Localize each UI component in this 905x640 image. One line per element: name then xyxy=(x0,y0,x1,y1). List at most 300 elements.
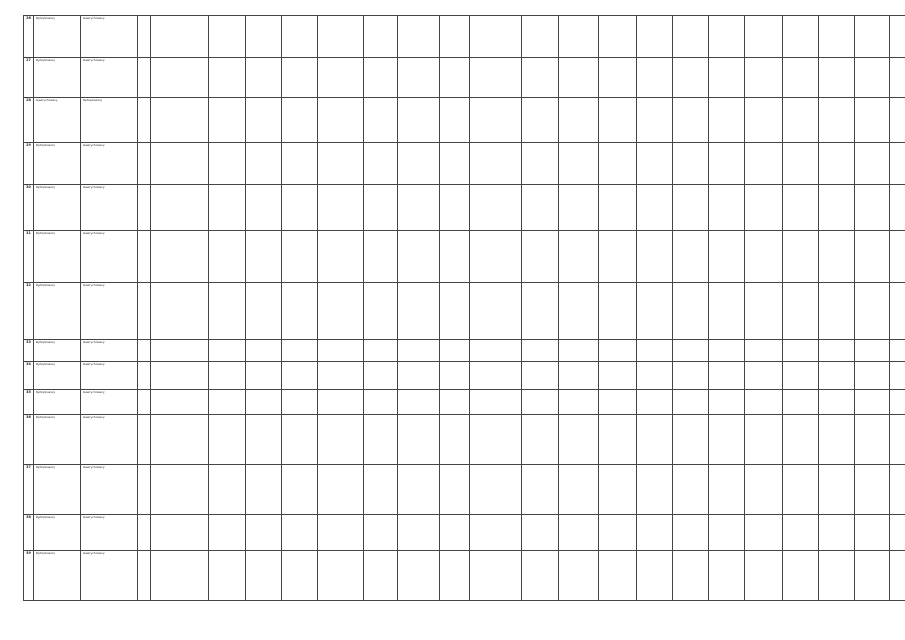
table-cell xyxy=(819,515,855,551)
table-cell xyxy=(138,58,151,98)
table-cell xyxy=(398,551,440,601)
table-cell xyxy=(890,551,905,601)
table-cell xyxy=(522,362,559,390)
table-cell xyxy=(282,465,318,515)
table-cell xyxy=(138,185,151,231)
table-cell xyxy=(522,415,559,465)
table-cell xyxy=(318,98,364,143)
table-cell xyxy=(246,231,282,283)
table-cell xyxy=(282,98,318,143)
table-cell xyxy=(209,340,246,362)
table-cell xyxy=(783,362,819,390)
table-cell xyxy=(470,231,522,283)
table-cell xyxy=(855,98,890,143)
row-number: 37 xyxy=(24,465,34,515)
table-cell xyxy=(637,98,673,143)
table-cell xyxy=(398,465,440,515)
table-cell xyxy=(783,58,819,98)
table-cell xyxy=(318,362,364,390)
table-cell xyxy=(819,390,855,415)
table-cell xyxy=(855,340,890,362)
row-number: 31 xyxy=(24,231,34,283)
table-cell xyxy=(318,143,364,185)
table-cell xyxy=(282,515,318,551)
table-cell xyxy=(709,283,745,340)
row-number: 35 xyxy=(24,390,34,415)
cell-name-b: Gawrychowscy xyxy=(81,515,138,551)
cell-name-a: Rydzykowscy xyxy=(34,340,81,362)
table-cell xyxy=(209,551,246,601)
table-cell xyxy=(398,283,440,340)
table-cell xyxy=(709,415,745,465)
table-cell xyxy=(151,362,209,390)
table-cell xyxy=(559,551,599,601)
table-cell xyxy=(745,98,783,143)
table-cell xyxy=(559,390,599,415)
table-cell xyxy=(890,465,905,515)
table-cell xyxy=(559,340,599,362)
table-cell xyxy=(745,465,783,515)
cell-name-b: Gawrychowscy xyxy=(81,16,138,58)
table-cell xyxy=(890,16,905,58)
table-cell xyxy=(673,143,709,185)
table-cell xyxy=(138,390,151,415)
table-cell xyxy=(138,98,151,143)
table-cell xyxy=(890,340,905,362)
table-cell xyxy=(890,185,905,231)
table-cell xyxy=(819,185,855,231)
cell-name-a: Rydzykowscy xyxy=(34,58,81,98)
table-cell xyxy=(673,283,709,340)
table-cell xyxy=(745,185,783,231)
table-cell xyxy=(855,551,890,601)
table-cell xyxy=(440,16,470,58)
table-cell xyxy=(470,515,522,551)
table-cell xyxy=(246,16,282,58)
table-cell xyxy=(318,551,364,601)
table-cell xyxy=(470,185,522,231)
table-cell xyxy=(673,98,709,143)
table-cell xyxy=(637,340,673,362)
table-cell xyxy=(855,283,890,340)
table-cell xyxy=(440,98,470,143)
spreadsheet xyxy=(23,15,894,601)
table-cell xyxy=(209,16,246,58)
cell-name-a: Rydzykowscy xyxy=(34,515,81,551)
table-cell xyxy=(318,58,364,98)
table-cell xyxy=(819,58,855,98)
table-cell xyxy=(246,515,282,551)
table-cell xyxy=(819,283,855,340)
table-cell xyxy=(138,231,151,283)
table-cell xyxy=(745,415,783,465)
table-cell xyxy=(709,362,745,390)
table-cell xyxy=(599,98,637,143)
table-cell xyxy=(709,390,745,415)
table-cell xyxy=(637,283,673,340)
cell-name-b: Gawrychowscy xyxy=(81,283,138,340)
table-cell xyxy=(783,515,819,551)
table-cell xyxy=(637,515,673,551)
table-cell xyxy=(819,340,855,362)
table-cell xyxy=(745,143,783,185)
cell-name-b: Gawrychowscy xyxy=(81,231,138,283)
row-number: 33 xyxy=(24,340,34,362)
row-number: 30 xyxy=(24,185,34,231)
table-cell xyxy=(637,362,673,390)
table-cell xyxy=(745,551,783,601)
table-cell xyxy=(599,340,637,362)
table-cell xyxy=(783,16,819,58)
table-cell xyxy=(559,98,599,143)
table-cell xyxy=(599,465,637,515)
table-cell xyxy=(819,551,855,601)
table-cell xyxy=(440,283,470,340)
table-cell xyxy=(890,58,905,98)
table-cell xyxy=(209,415,246,465)
cell-name-a: Rydzykowscy xyxy=(34,362,81,390)
table-cell xyxy=(559,58,599,98)
table-cell xyxy=(151,283,209,340)
table-row xyxy=(24,143,905,185)
table-cell xyxy=(470,415,522,465)
table-cell xyxy=(855,415,890,465)
table-cell xyxy=(637,58,673,98)
table-cell xyxy=(318,231,364,283)
table-cell xyxy=(709,515,745,551)
table-cell xyxy=(364,390,398,415)
cell-name-a: Rydzykowscy xyxy=(34,231,81,283)
table-cell xyxy=(559,415,599,465)
table-cell xyxy=(599,390,637,415)
table-cell xyxy=(599,362,637,390)
table-cell xyxy=(138,16,151,58)
table-cell xyxy=(151,340,209,362)
table-cell xyxy=(151,515,209,551)
table-cell xyxy=(709,185,745,231)
table-cell xyxy=(151,143,209,185)
table-cell xyxy=(522,515,559,551)
table-cell xyxy=(855,362,890,390)
table-cell xyxy=(151,551,209,601)
cell-name-b: Gawrychowscy xyxy=(81,362,138,390)
table-cell xyxy=(855,185,890,231)
table-cell xyxy=(745,16,783,58)
table-cell xyxy=(246,362,282,390)
table-cell xyxy=(599,185,637,231)
table-cell xyxy=(559,16,599,58)
cell-name-a: Rydzykowscy xyxy=(34,185,81,231)
table-cell xyxy=(673,340,709,362)
table-cell xyxy=(282,143,318,185)
table-cell xyxy=(819,16,855,58)
table-cell xyxy=(673,390,709,415)
table-cell xyxy=(440,362,470,390)
table-cell xyxy=(745,340,783,362)
table-cell xyxy=(138,551,151,601)
table-cell xyxy=(209,143,246,185)
table-cell xyxy=(783,465,819,515)
row-number: 26 xyxy=(24,16,34,58)
table-cell xyxy=(783,551,819,601)
table-cell xyxy=(209,515,246,551)
table-cell xyxy=(282,283,318,340)
table-cell xyxy=(138,465,151,515)
table-row xyxy=(24,551,905,601)
table-cell xyxy=(783,340,819,362)
table-cell xyxy=(138,515,151,551)
table-cell xyxy=(599,551,637,601)
table-cell xyxy=(470,58,522,98)
table-cell xyxy=(209,465,246,515)
table-cell xyxy=(318,185,364,231)
table-cell xyxy=(599,515,637,551)
table-cell xyxy=(855,58,890,98)
table-cell xyxy=(398,143,440,185)
table-cell xyxy=(637,143,673,185)
table-cell xyxy=(673,515,709,551)
table-cell xyxy=(522,465,559,515)
row-number: 32 xyxy=(24,283,34,340)
table-cell xyxy=(599,283,637,340)
table-cell xyxy=(559,185,599,231)
table-cell xyxy=(855,465,890,515)
table-cell xyxy=(138,340,151,362)
table-cell xyxy=(364,98,398,143)
table-cell xyxy=(673,16,709,58)
table-cell xyxy=(364,58,398,98)
table-cell xyxy=(470,16,522,58)
table-cell xyxy=(151,185,209,231)
table-row xyxy=(24,185,905,231)
table-cell xyxy=(783,98,819,143)
table-cell xyxy=(783,185,819,231)
table-cell xyxy=(151,465,209,515)
cell-name-a: Rydzykowscy xyxy=(34,143,81,185)
table-cell xyxy=(819,465,855,515)
table-cell xyxy=(599,143,637,185)
cell-name-b: Gawrychowscy xyxy=(81,185,138,231)
table-cell xyxy=(559,143,599,185)
table-cell xyxy=(470,362,522,390)
table-cell xyxy=(673,231,709,283)
table-cell xyxy=(246,340,282,362)
table-cell xyxy=(209,390,246,415)
table-cell xyxy=(398,58,440,98)
row-number: 38 xyxy=(24,515,34,551)
table-cell xyxy=(282,362,318,390)
table-cell xyxy=(890,98,905,143)
table-cell xyxy=(745,390,783,415)
table-cell xyxy=(282,390,318,415)
cell-name-b: Gawrychowscy xyxy=(81,551,138,601)
table-cell xyxy=(246,465,282,515)
table-cell xyxy=(709,231,745,283)
table-row xyxy=(24,362,905,390)
table-row xyxy=(24,16,905,58)
table-cell xyxy=(246,58,282,98)
data-table xyxy=(23,15,905,601)
table-cell xyxy=(673,58,709,98)
table-cell xyxy=(209,283,246,340)
table-cell xyxy=(637,231,673,283)
table-cell xyxy=(282,340,318,362)
table-cell xyxy=(470,283,522,340)
table-cell xyxy=(440,515,470,551)
table-cell xyxy=(364,185,398,231)
table-cell xyxy=(398,185,440,231)
table-cell xyxy=(440,58,470,98)
table-cell xyxy=(440,465,470,515)
table-cell xyxy=(282,16,318,58)
table-cell xyxy=(398,98,440,143)
table-cell xyxy=(637,16,673,58)
table-cell xyxy=(398,415,440,465)
table-cell xyxy=(151,390,209,415)
table-cell xyxy=(890,231,905,283)
table-cell xyxy=(855,515,890,551)
table-cell xyxy=(522,231,559,283)
table-cell xyxy=(783,415,819,465)
table-cell xyxy=(890,415,905,465)
table-cell xyxy=(246,415,282,465)
table-cell xyxy=(318,415,364,465)
table-cell xyxy=(559,362,599,390)
table-cell xyxy=(282,58,318,98)
table-cell xyxy=(209,98,246,143)
table-cell xyxy=(819,231,855,283)
table-cell xyxy=(318,465,364,515)
table-cell xyxy=(138,143,151,185)
table-cell xyxy=(470,465,522,515)
table-cell xyxy=(470,98,522,143)
cell-name-a: Rydzykowscy xyxy=(34,415,81,465)
table-cell xyxy=(470,551,522,601)
table-cell xyxy=(282,415,318,465)
table-cell xyxy=(209,231,246,283)
cell-name-b: Gawrychowscy xyxy=(81,340,138,362)
table-cell xyxy=(138,362,151,390)
table-cell xyxy=(246,551,282,601)
table-cell xyxy=(890,362,905,390)
table-cell xyxy=(440,415,470,465)
table-cell xyxy=(673,551,709,601)
table-cell xyxy=(783,143,819,185)
table-row xyxy=(24,283,905,340)
table-cell xyxy=(318,340,364,362)
table-cell xyxy=(209,362,246,390)
table-cell xyxy=(522,340,559,362)
row-number: 34 xyxy=(24,362,34,390)
table-cell xyxy=(246,143,282,185)
table-cell xyxy=(673,185,709,231)
table-cell xyxy=(599,231,637,283)
table-cell xyxy=(318,283,364,340)
table-cell xyxy=(783,231,819,283)
table-cell xyxy=(890,390,905,415)
table-cell xyxy=(522,185,559,231)
table-cell xyxy=(398,231,440,283)
table-cell xyxy=(440,390,470,415)
table-cell xyxy=(709,465,745,515)
table-cell xyxy=(364,551,398,601)
cell-name-b: Gawrychowscy xyxy=(81,390,138,415)
cell-name-b: Rydzykowscy xyxy=(81,98,138,143)
table-cell xyxy=(522,551,559,601)
table-row xyxy=(24,98,905,143)
table-cell xyxy=(855,143,890,185)
table-cell xyxy=(318,515,364,551)
table-cell xyxy=(709,340,745,362)
table-cell xyxy=(637,551,673,601)
table-cell xyxy=(522,283,559,340)
table-row xyxy=(24,231,905,283)
row-number: 27 xyxy=(24,58,34,98)
table-cell xyxy=(599,415,637,465)
table-cell xyxy=(364,143,398,185)
table-cell xyxy=(138,283,151,340)
table-row xyxy=(24,515,905,551)
table-cell xyxy=(364,231,398,283)
table-cell xyxy=(398,340,440,362)
table-cell xyxy=(673,465,709,515)
table-cell xyxy=(745,231,783,283)
table-cell xyxy=(783,390,819,415)
table-cell xyxy=(151,415,209,465)
table-cell xyxy=(890,283,905,340)
table-cell xyxy=(364,465,398,515)
table-cell xyxy=(637,465,673,515)
table-cell xyxy=(745,362,783,390)
table-cell xyxy=(745,58,783,98)
table-row xyxy=(24,58,905,98)
table-cell xyxy=(559,515,599,551)
table-cell xyxy=(440,231,470,283)
table-cell xyxy=(559,465,599,515)
table-cell xyxy=(282,551,318,601)
table-cell xyxy=(637,415,673,465)
table-cell xyxy=(673,415,709,465)
table-cell xyxy=(246,283,282,340)
table-cell xyxy=(890,143,905,185)
table-cell xyxy=(440,143,470,185)
table-cell xyxy=(470,143,522,185)
table-cell xyxy=(364,16,398,58)
table-cell xyxy=(819,98,855,143)
row-number: 28 xyxy=(24,98,34,143)
table-cell xyxy=(364,362,398,390)
table-cell xyxy=(246,390,282,415)
table-cell xyxy=(151,16,209,58)
table-cell xyxy=(318,16,364,58)
table-cell xyxy=(398,16,440,58)
table-cell xyxy=(470,340,522,362)
table-cell xyxy=(890,515,905,551)
table-cell xyxy=(819,362,855,390)
table-cell xyxy=(151,98,209,143)
cell-name-b: Gawrychowscy xyxy=(81,58,138,98)
table-cell xyxy=(440,551,470,601)
cell-name-b: Gawrychowscy xyxy=(81,143,138,185)
table-cell xyxy=(637,390,673,415)
table-cell xyxy=(522,98,559,143)
table-cell xyxy=(209,185,246,231)
row-number: 36 xyxy=(24,415,34,465)
cell-name-a: Rydzykowscy xyxy=(34,551,81,601)
table-cell xyxy=(398,390,440,415)
cell-name-a: Rydzykowscy xyxy=(34,16,81,58)
table-row xyxy=(24,340,905,362)
